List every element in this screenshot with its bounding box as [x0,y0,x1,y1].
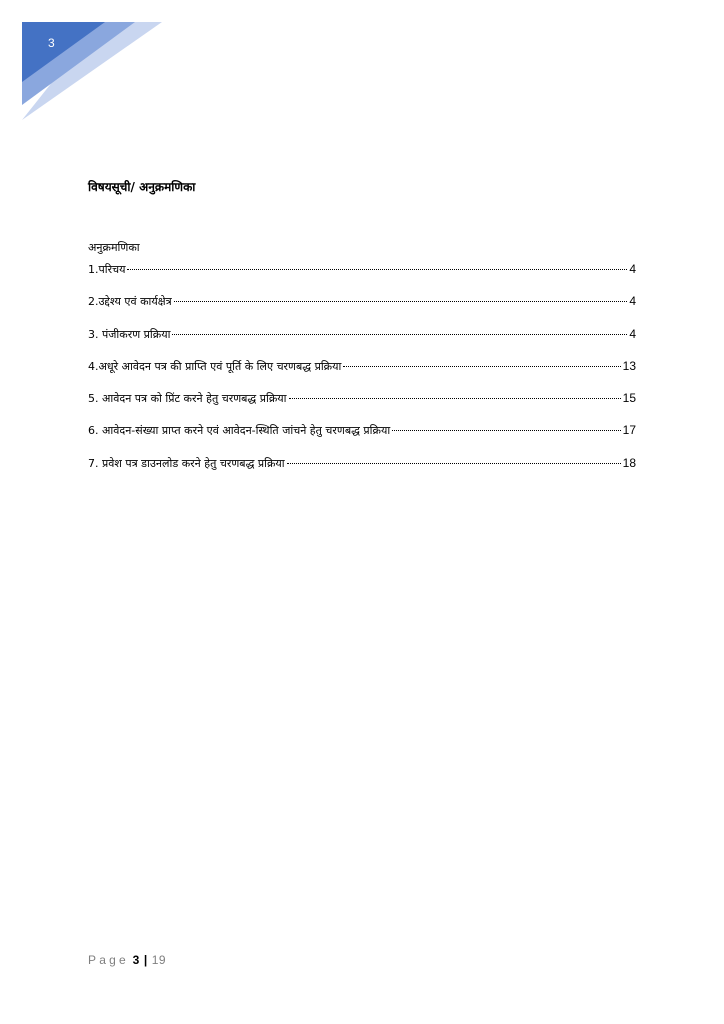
toc-entry-page: 18 [622,455,636,470]
toc-entry-title: 7. प्रवेश पत्र डाउनलोड करने हेतु चरणबद्ध प्रक्रिया [88,456,285,470]
toc-dot-leader [174,301,628,302]
toc-dot-leader [343,366,620,367]
toc-dot-leader [127,269,627,270]
toc-label: अनुक्रमणिका [88,241,140,254]
toc-entry[interactable] [88,391,636,408]
toc-heading: विषयसूची/ अनुक्रमणिका [88,180,196,194]
toc-dot-leader [287,463,621,464]
toc-entry-title: 2.उद्देश्य एवं कार्यक्षेत्र [88,295,172,309]
toc-dot-leader [172,334,627,335]
toc-entry[interactable] [88,294,636,311]
footer-page-word: Page [88,953,129,967]
toc-dot-leader [392,430,620,431]
toc-entry[interactable] [88,327,636,344]
corner-page-number: 3 [48,36,55,50]
footer-current-page: 3 [132,953,140,967]
toc-entry[interactable] [88,423,636,440]
toc-entry-page: 4 [629,326,636,341]
corner-decoration [0,0,170,125]
toc-entry-list [88,262,636,488]
toc-entry-page: 13 [622,358,636,373]
toc-entry[interactable] [88,359,636,376]
toc-entry-title: 5. आवेदन पत्र को प्रिंट करने हेतु चरणबद्ध प्रक्रिया [88,392,287,406]
toc-entry-title: 1.परिचय [88,263,126,276]
footer-separator: | [143,953,148,967]
toc-entry-page: 17 [622,423,636,438]
toc-entry-page: 4 [629,262,636,276]
toc-entry[interactable] [88,262,636,279]
toc-entry-page: 4 [629,294,636,309]
toc-entry-title: 6. आवेदन-संख्या प्राप्त करने एवं आवेदन-स्थिति जांचने हेतु चरणबद्ध प्रक्रिया [88,424,391,438]
toc-dot-leader [289,398,621,399]
toc-entry-title: 3. पंजीकरण प्रक्रिया [88,327,171,341]
page-footer [88,953,166,967]
footer-total-pages: 19 [151,953,167,967]
toc-entry[interactable] [88,456,636,473]
toc-entry-title: 4.अधूरे आवेदन पत्र की प्राप्ति एवं पूर्ति के लिए चरणबद्ध प्रक्रिया [88,359,342,373]
toc-entry-page: 15 [622,391,636,406]
